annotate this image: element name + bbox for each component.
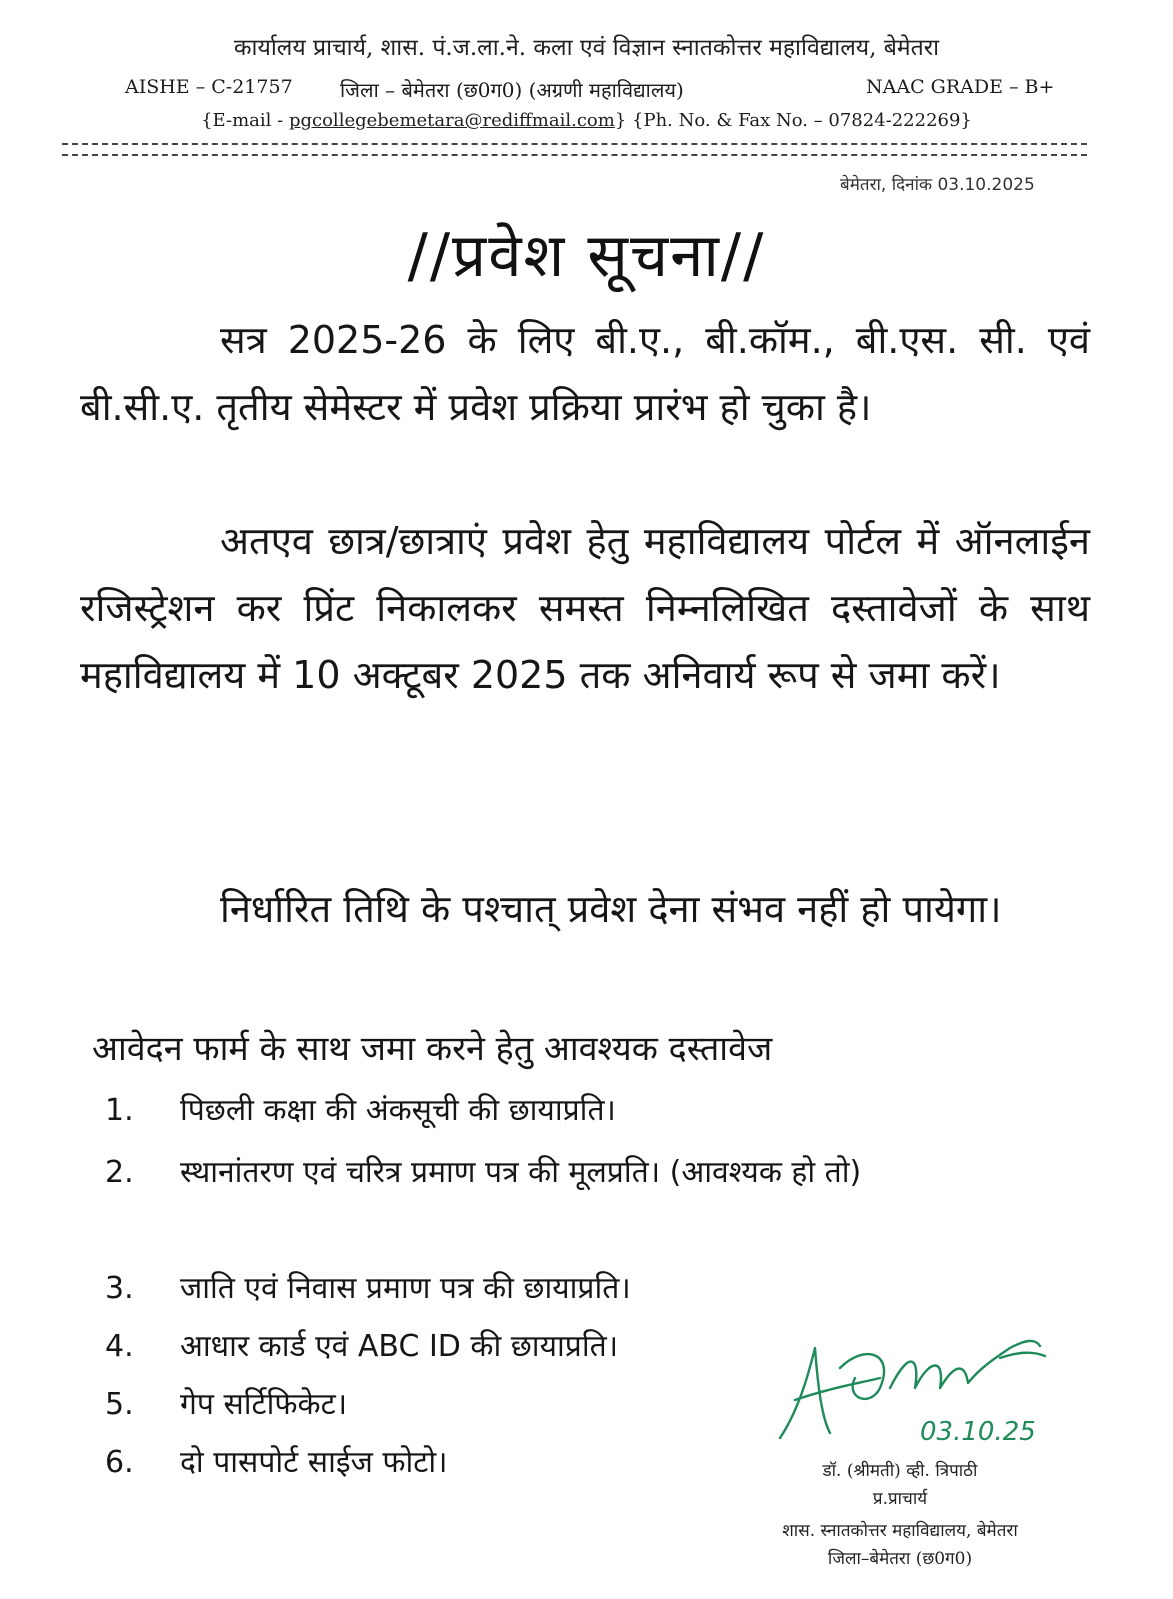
paragraph-instructions <box>80 508 1090 709</box>
list-item-text: दो पासपोर्ट साईज फोटो। <box>180 1445 448 1480</box>
list-item-number: 5. <box>105 1387 134 1422</box>
paragraph-session <box>80 307 1090 441</box>
notice-date: बेमेतरा, दिनांक 03.10.2025 <box>840 175 1035 195</box>
district-line: जिला – बेमेतरा (छ0ग0) (अग्रणी महाविद्यालय) <box>340 78 684 102</box>
contact-line <box>0 110 1173 131</box>
documents-heading: आवेदन फार्म के साथ जमा करने हेतु आवश्यक दस्तावेज <box>92 1029 773 1069</box>
list-item-number: 3. <box>105 1271 134 1306</box>
paragraph-instructions-text: अतएव छात्र/छात्राएं प्रवेश हेतु महाविद्यालय पोर्टल में ऑनलाईन रजिस्ट्रेशन कर प्रिंट निकालकर समस्त निम्नलिखित दस्तावेजों के साथ महाविद्यालय में 10 अक्टूबर 2025 तक अनिवार्य रूप से जमा करें। <box>80 519 1090 697</box>
list-item-text: स्थानांतरण एवं चरित्र प्रमाण पत्र की मूलप्रति। (आवश्यक हो तो) <box>180 1155 862 1190</box>
notice-title: //प्रवेश सूचना// <box>407 221 766 291</box>
signatory-institution: शास. स्नातकोत्तर महाविद्यालय, बेमेतरा <box>782 1521 1018 1541</box>
list-item-text: जाति एवं निवास प्रमाण पत्र की छायाप्रति। <box>180 1271 631 1306</box>
list-item-text: आधार कार्ड एवं ABC ID की छायाप्रति। <box>180 1329 619 1364</box>
header-divider <box>62 143 1087 156</box>
handwritten-signature <box>770 1328 1060 1458</box>
signatory-name: डॉ. (श्रीमती) व्ही. त्रिपाठी <box>822 1461 978 1481</box>
phone-number: {Ph. No. & Fax No. – 07824-222269} <box>632 110 972 131</box>
list-item <box>105 1082 1095 1140</box>
paragraph-deadline-text: निर्धारित तिथि के पश्चात् प्रवेश देना संभव नहीं हो पायेगा। <box>220 887 1002 931</box>
paragraph-session-text: सत्र 2025-26 के लिए बी.ए., बी.कॉम., बी.एस. सी. एवं बी.सी.ए. तृतीय सेमेस्टर में प्रवेश प्रक्रिया प्रारंभ हो चुका है। <box>80 318 1090 429</box>
naac-grade: NAAC GRADE – B+ <box>866 76 1055 98</box>
paragraph-deadline <box>80 876 1090 943</box>
signature-date: 03.10.25 <box>920 1417 1036 1447</box>
office-name: कार्यालय प्राचार्य, शास. पं.ज.ला.ने. कला एवं विज्ञान स्नातकोत्तर महाविद्यालय, बेमेतरा <box>233 35 940 61</box>
list-item-number: 4. <box>105 1329 134 1364</box>
list-item <box>105 1260 1095 1318</box>
email-suffix: } <box>614 110 627 131</box>
list-item <box>105 1144 1095 1202</box>
signatory-designation: प्र.प्राचार्य <box>872 1489 928 1509</box>
email-link[interactable]: pgcollegebemetara@rediffmail.com <box>288 110 615 131</box>
list-item-number: 6. <box>105 1445 134 1480</box>
list-item-text: गेप सर्टिफिकेट। <box>180 1387 348 1422</box>
email-prefix: {E-mail - <box>201 110 289 131</box>
aishe-code: AISHE – C-21757 <box>125 76 293 98</box>
list-item-text: पिछली कक्षा की अंकसूची की छायाप्रति। <box>180 1093 616 1128</box>
list-item-number: 1. <box>105 1093 134 1128</box>
list-item-number: 2. <box>105 1155 134 1190</box>
signatory-district: जिला–बेमेतरा (छ0ग0) <box>827 1549 973 1569</box>
